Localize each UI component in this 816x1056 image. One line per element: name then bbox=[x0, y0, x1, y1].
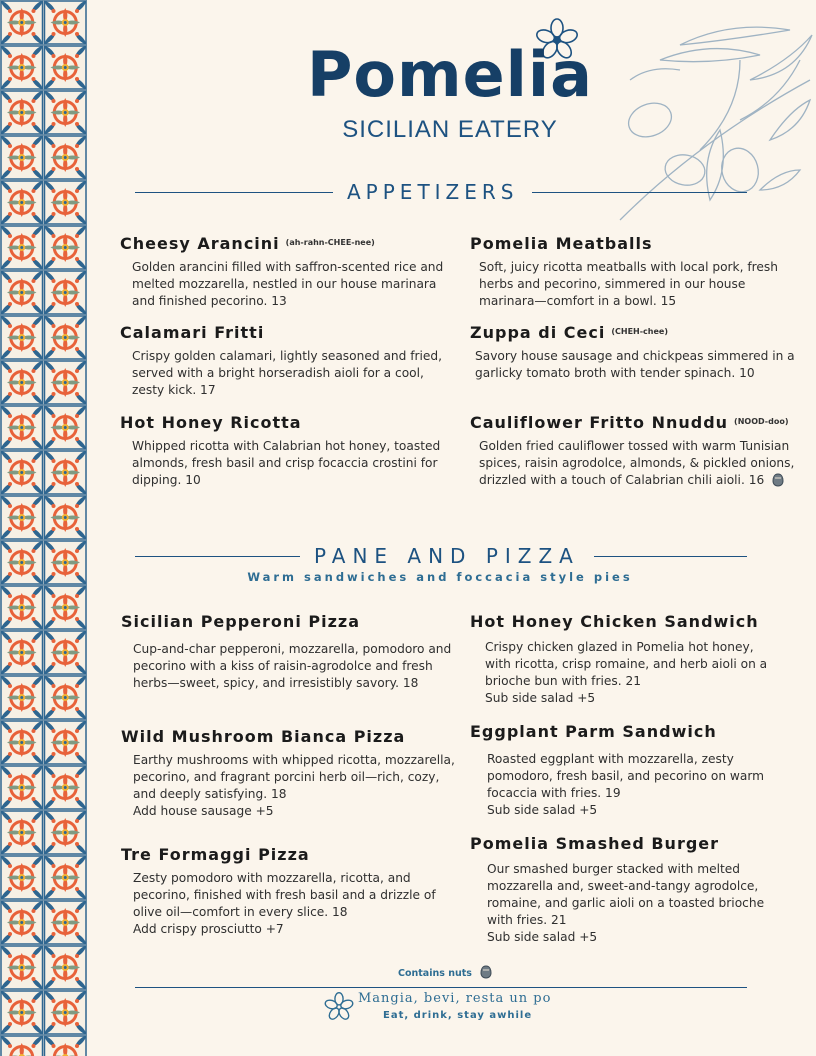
item-name: Pomelia Meatballs bbox=[470, 234, 653, 253]
item-description: Cup-and-char pepperoni, mozzarella, pomodoro and pecorino with a kiss of raisin-agrodolce and fresh herbs—sweet, spicy, and irresistibly savory. 18 bbox=[133, 642, 452, 690]
menu-item bbox=[121, 727, 456, 820]
item-addon: Add crispy prosciutto +7 bbox=[133, 922, 284, 936]
item-name: Hot Honey Ricotta bbox=[120, 413, 302, 432]
item-description: Crispy chicken glazed in Pomelia hot honey, with ricotta, crisp romaine, and herb aioli on a brioche bun with fries. 21 bbox=[485, 640, 768, 688]
divider-rule bbox=[594, 556, 747, 557]
item-description: Golden arancini filled with saffron-scented rice and melted mozzarella, nestled in our house marinara and finished pecorino. 13 bbox=[132, 260, 444, 308]
pronunciation: (ah-rahn-CHEE-nee) bbox=[285, 238, 375, 247]
menu-item bbox=[121, 845, 456, 938]
pronunciation: (CHEH-chee) bbox=[611, 327, 668, 336]
item-description: Zesty pomodoro with mozzarella, ricotta, and pecorino, finished with fresh basil and a drizzle of olive oil—comfort in every slice. 18 bbox=[133, 871, 436, 919]
item-description: Crispy golden calamari, lightly seasoned and fried, served with a bright horseradish aioli for a cool, zesty kick. 17 bbox=[132, 349, 443, 397]
item-description: Roasted eggplant with mozzarella, zesty pomodoro, fresh basil, and pecorino on warm focaccia with fries. 19 bbox=[487, 752, 765, 800]
item-name: Cauliflower Fritto Nnuddu bbox=[470, 413, 729, 432]
brand-header bbox=[270, 40, 630, 144]
footer-motto: Mangia, bevi, resta un po bbox=[358, 991, 552, 1006]
item-description: Whipped ricotta with Calabrian hot honey, toasted almonds, fresh basil and crisp focaccia crostini for dipping. 10 bbox=[132, 439, 441, 487]
divider-rule bbox=[135, 192, 333, 193]
flower-icon bbox=[324, 992, 354, 1022]
nut-icon bbox=[480, 965, 492, 979]
item-name: Zuppa di Ceci bbox=[470, 323, 606, 342]
item-name: Hot Honey Chicken Sandwich bbox=[470, 612, 759, 631]
item-addon: Add house sausage +5 bbox=[133, 804, 274, 818]
menu-item bbox=[470, 234, 800, 310]
pane-pizza-header bbox=[135, 544, 747, 568]
divider-rule bbox=[135, 556, 300, 557]
item-description: Our smashed burger stacked with melted mozzarella and, sweet-and-tangy agrodolce, romaine, and garlic aioli on a toasted brioche with fries. 21 bbox=[487, 862, 765, 927]
item-name: Eggplant Parm Sandwich bbox=[470, 722, 717, 741]
brand-name: Pomelia bbox=[306, 38, 594, 111]
appetizers-header bbox=[135, 180, 747, 204]
item-addon: Sub side salad +5 bbox=[487, 930, 598, 944]
pane-pizza-subtitle: Warm sandwiches and foccacia style pies bbox=[247, 570, 633, 584]
menu-item bbox=[470, 323, 800, 382]
menu-item bbox=[470, 722, 780, 819]
menu-item bbox=[470, 612, 780, 707]
item-name: Sicilian Pepperoni Pizza bbox=[121, 612, 360, 631]
item-addon: Sub side salad +5 bbox=[485, 691, 596, 705]
item-description: Golden fried cauliflower tossed with warm Tunisian spices, raisin agrodolce, almonds, & pickled onions, drizzled with a touch of Calabrian chili aioli. 16 bbox=[479, 439, 795, 487]
item-name: Calamari Fritti bbox=[120, 323, 265, 342]
item-name: Cheesy Arancini bbox=[120, 234, 280, 253]
tile-border bbox=[0, 0, 87, 1056]
footer-motto-translation: Eat, drink, stay awhile bbox=[383, 1010, 533, 1021]
menu-item bbox=[470, 834, 780, 946]
menu-item bbox=[120, 234, 450, 310]
item-name: Tre Formaggi Pizza bbox=[121, 845, 310, 864]
appetizers-title: APPETIZERS bbox=[347, 180, 519, 204]
pane-pizza-title: PANE AND PIZZA bbox=[314, 544, 580, 568]
item-description: Earthy mushrooms with whipped ricotta, mozzarella, pecorino, and fragrant porcini herb oil—rich, cozy, and deeply satisfying. 18 bbox=[133, 753, 455, 801]
menu-item bbox=[470, 413, 800, 489]
divider-rule bbox=[532, 192, 747, 193]
menu-item bbox=[120, 323, 450, 399]
item-name: Wild Mushroom Bianca Pizza bbox=[121, 727, 406, 746]
item-addon: Sub side salad +5 bbox=[487, 803, 598, 817]
item-description: Soft, juicy ricotta meatballs with local pork, fresh herbs and pecorino, simmered in our house marinara—comfort in a bowl. 15 bbox=[479, 260, 778, 308]
menu-item bbox=[120, 413, 450, 489]
nut-icon bbox=[772, 473, 784, 487]
brand-subtitle: SICILIAN EATERY bbox=[342, 116, 558, 143]
item-name: Pomelia Smashed Burger bbox=[470, 834, 720, 853]
contains-nuts-note: Contains nuts bbox=[398, 965, 492, 979]
item-description: Savory house sausage and chickpeas simmered in a garlicky tomato broth with tender spinach. 10 bbox=[475, 349, 795, 380]
pronunciation: (NOOD-doo) bbox=[734, 417, 789, 426]
menu-item bbox=[121, 612, 456, 692]
footer-divider bbox=[135, 987, 747, 988]
